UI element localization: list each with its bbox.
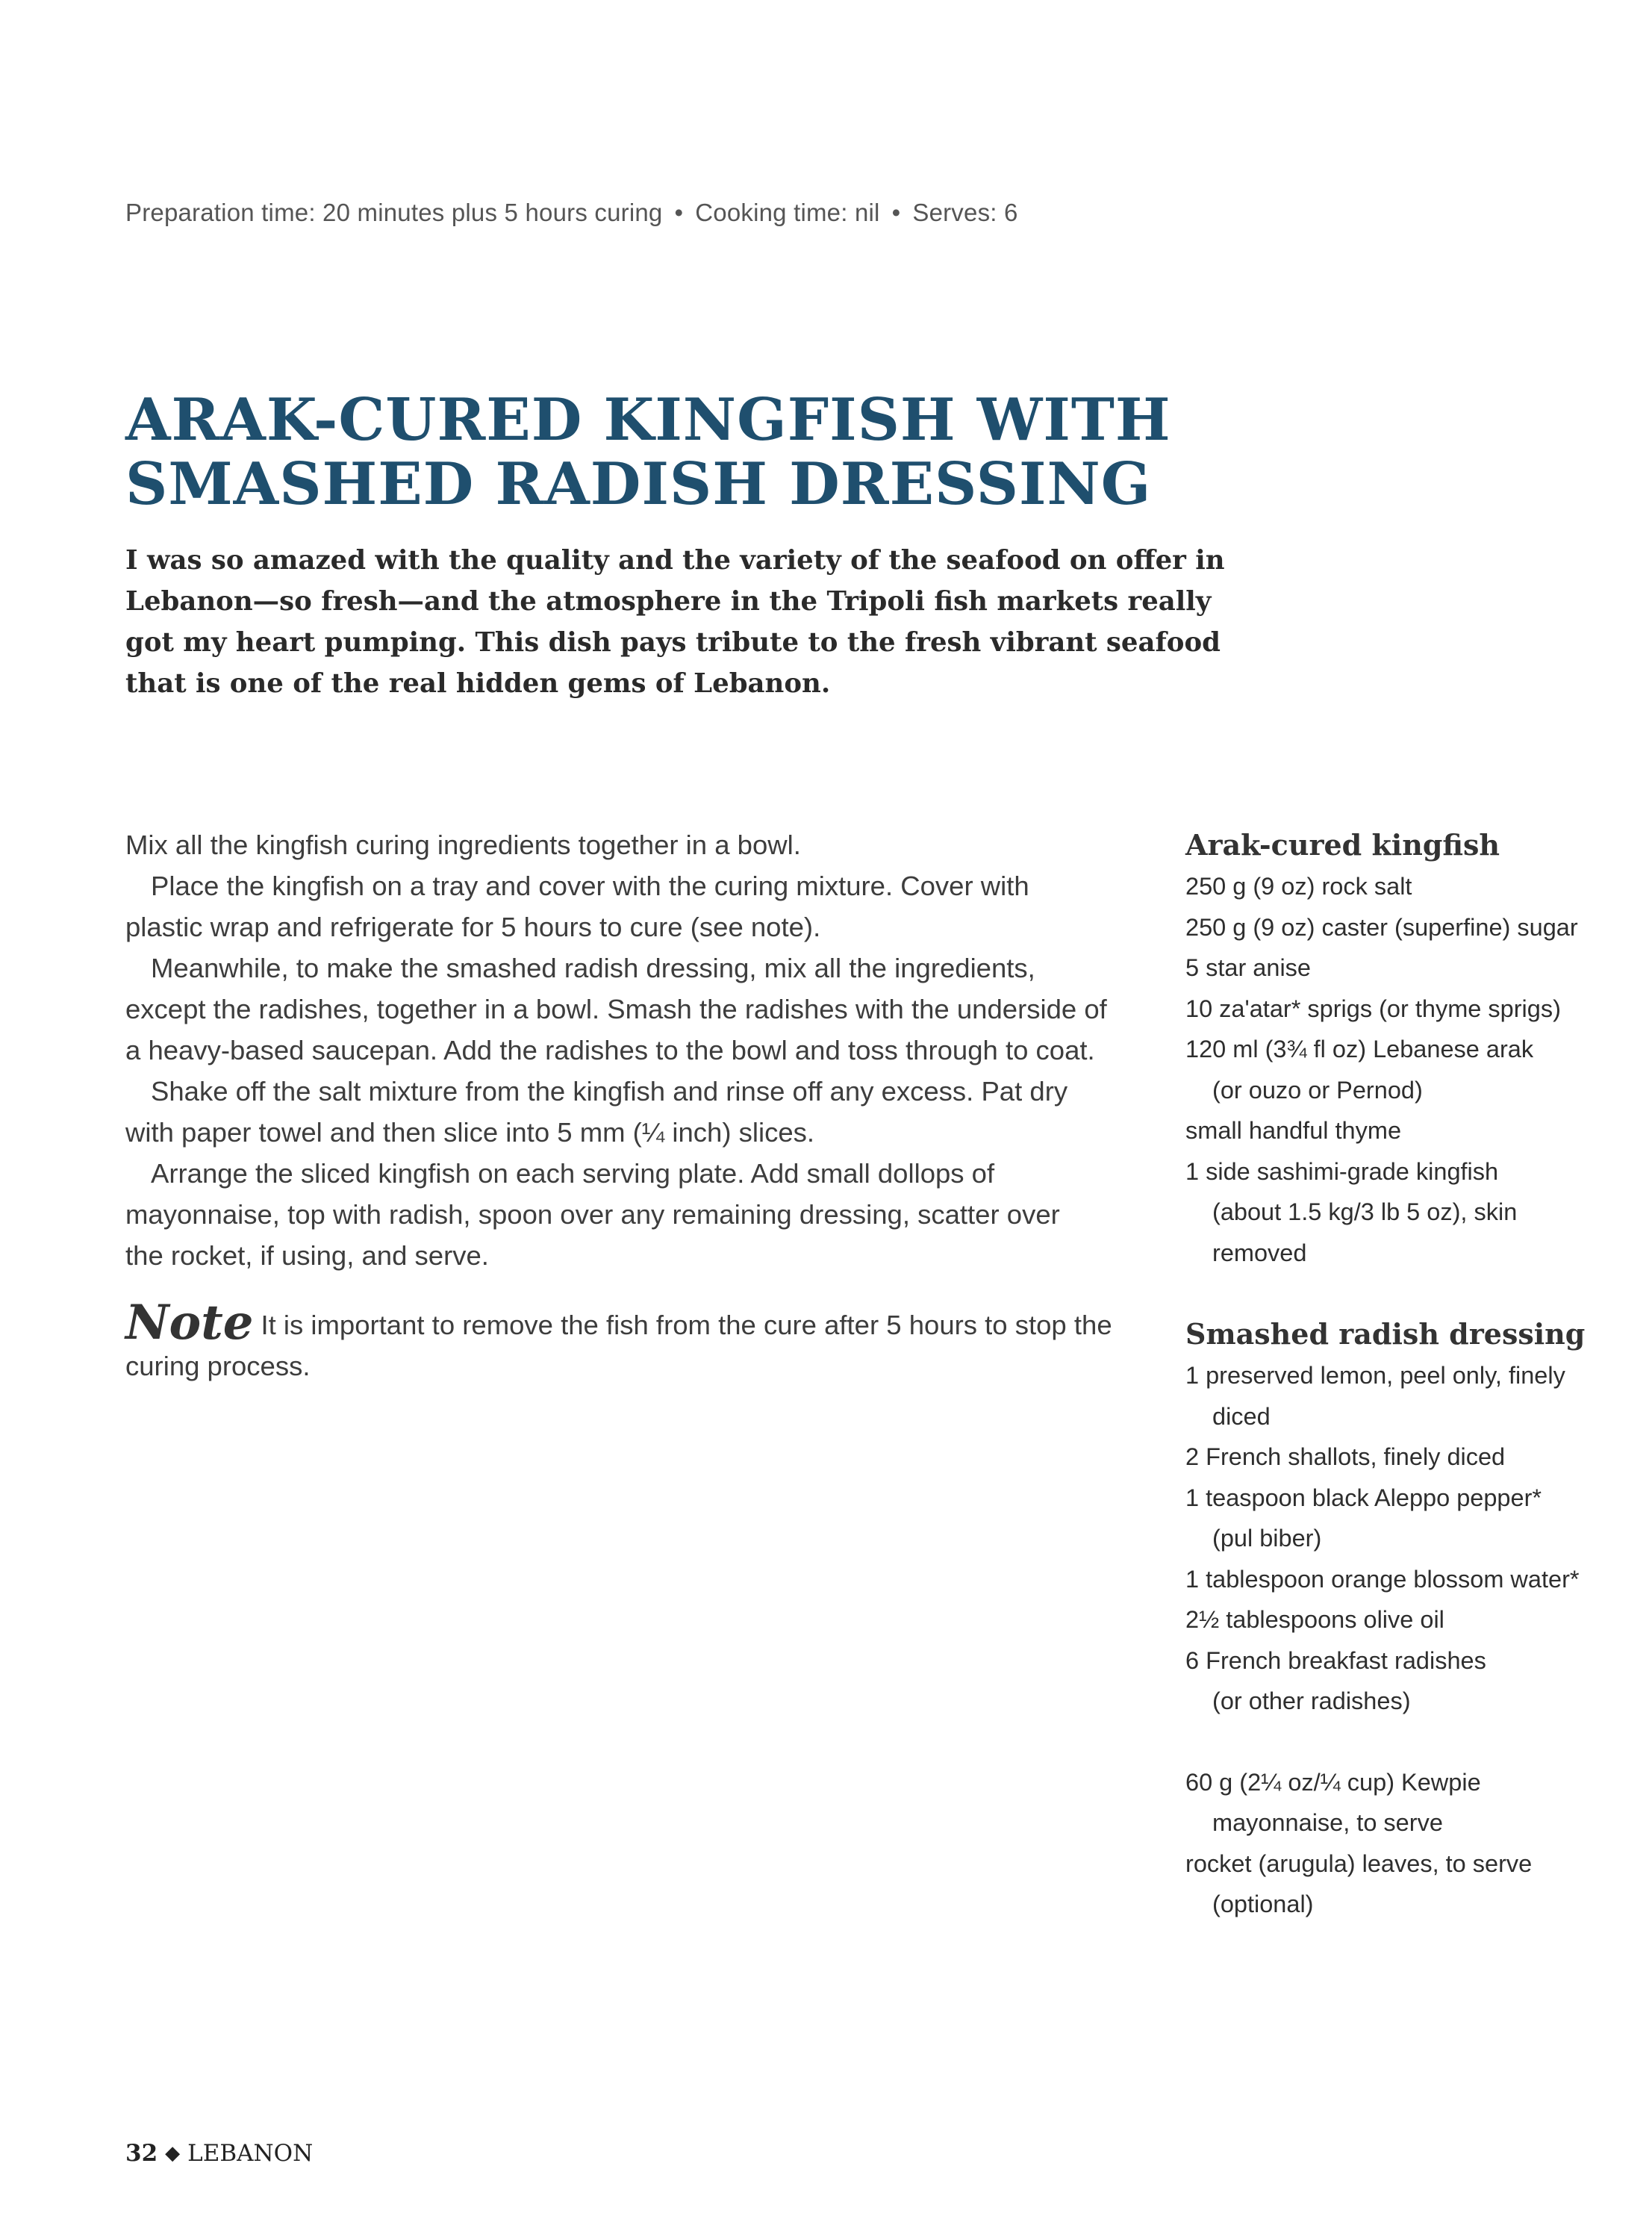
ingredient-line: 250 g (9 oz) rock salt — [1185, 873, 1412, 900]
method-line: with paper towel and then slice into 5 mm (¼ inch) slices. — [125, 1117, 815, 1148]
recipe-intro — [125, 540, 1225, 704]
method-text — [125, 824, 1163, 1276]
method-line: Meanwhile, to make the smashed radish dressing, mix all the ingredients, — [151, 953, 1035, 983]
kingfish-heading: Arak-cured kingfish — [1185, 828, 1500, 862]
ingredient-line: 1 teaspoon black Aleppo pepper* — [1185, 1484, 1542, 1511]
serving-ingredients — [1185, 1762, 1641, 1925]
meta-separator: • — [891, 199, 901, 226]
note — [125, 1295, 1171, 1387]
ingredient-line: (optional) — [1212, 1891, 1314, 1917]
intro-line: got my heart pumping. This dish pays tribute to the fresh vibrant seafood — [125, 627, 1221, 658]
method-line: Shake off the salt mixture from the kingfish and rinse off any excess. Pat dry — [151, 1076, 1068, 1107]
serves: Serves: 6 — [912, 199, 1018, 226]
kingfish-ingredients — [1185, 866, 1641, 1273]
ingredients-list — [1185, 824, 1641, 1925]
method-line: Mix all the kingfish curing ingredients together in a bowl. — [125, 830, 801, 860]
title-line: SMASHED RADISH DRESSING — [125, 450, 1152, 518]
ingredient-line: 1 preserved lemon, peel only, finely — [1185, 1362, 1565, 1389]
recipe-meta — [125, 199, 1018, 227]
intro-line: that is one of the real hidden gems of Lebanon. — [125, 668, 831, 699]
method-line: the rocket, if using, and serve. — [125, 1240, 489, 1271]
ingredient-line: rocket (arugula) leaves, to serve — [1185, 1849, 1533, 1877]
ingredient-line: 10 za'atar* sprigs (or thyme sprigs) — [1185, 995, 1561, 1022]
method-line: mayonnaise, top with radish, spoon over any remaining dressing, scatter over — [125, 1199, 1060, 1230]
ingredient-line: (or other radishes) — [1212, 1687, 1411, 1714]
title-line: ARAK-CURED KINGFISH WITH — [125, 386, 1171, 454]
ingredient-line: 2 French shallots, finely diced — [1185, 1443, 1506, 1470]
method-line: Place the kingfish on a tray and cover with the curing mixture. Cover with — [151, 871, 1029, 901]
ingredient-line: 60 g (2¼ oz/¼ cup) Kewpie — [1185, 1768, 1481, 1796]
note-text: curing process. — [125, 1351, 311, 1381]
ingredient-line: removed — [1212, 1239, 1307, 1266]
ingredient-line: diced — [1212, 1402, 1271, 1430]
ingredient-line: 120 ml (3¾ fl oz) Lebanese arak — [1185, 1036, 1534, 1062]
method-line: Arrange the sliced kingfish on each serving plate. Add small dollops of — [151, 1158, 995, 1189]
ingredient-line: 2½ tablespoons olive oil — [1185, 1606, 1444, 1633]
ingredient-line: (or ouzo or Pernod) — [1212, 1076, 1423, 1104]
method-line: except the radishes, together in a bowl. Smash the radishes with the underside of — [125, 994, 1107, 1024]
section-name: LEBANON — [187, 2140, 314, 2167]
method-line: plastic wrap and refrigerate for 5 hours to cure (see note). — [125, 912, 821, 942]
dressing-ingredients — [1185, 1355, 1641, 1722]
note-text: It is important to remove the fish from the cure after 5 hours to stop the — [261, 1310, 1112, 1340]
ingredient-line: 1 side sashimi-grade kingfish — [1185, 1157, 1499, 1185]
note-label: Note — [125, 1295, 254, 1351]
ingredient-line: (about 1.5 kg/3 lb 5 oz), skin — [1212, 1198, 1518, 1225]
ingredient-line: (pul biber) — [1212, 1525, 1322, 1552]
method-line: a heavy-based saucepan. Add the radishes to the bowl and toss through to coat. — [125, 1035, 1095, 1065]
cook-time: Cooking time: nil — [695, 199, 880, 226]
intro-line: Lebanon—so fresh—and the atmosphere in the Tripoli fish markets really — [125, 586, 1212, 617]
page-footer — [125, 2140, 313, 2167]
ingredient-line: 1 tablespoon orange blossom water* — [1185, 1565, 1580, 1593]
intro-line: I was so amazed with the quality and the variety of the seafood on offer in — [125, 545, 1225, 576]
ingredient-line: mayonnaise, to serve — [1212, 1809, 1443, 1836]
ingredient-line: small handful thyme — [1185, 1117, 1402, 1144]
prep-time: Preparation time: 20 minutes plus 5 hours curing — [125, 199, 663, 226]
ingredient-line: 5 star anise — [1185, 954, 1312, 981]
diamond-icon: ◆ — [165, 2142, 181, 2165]
ingredient-line: 250 g (9 oz) caster (superfine) sugar — [1185, 913, 1578, 941]
ingredient-line: 6 French breakfast radishes — [1185, 1646, 1486, 1674]
meta-separator: • — [674, 199, 684, 226]
dressing-heading: Smashed radish dressing — [1185, 1317, 1586, 1351]
recipe-title — [125, 388, 1208, 517]
page-number: 32 — [125, 2140, 158, 2167]
